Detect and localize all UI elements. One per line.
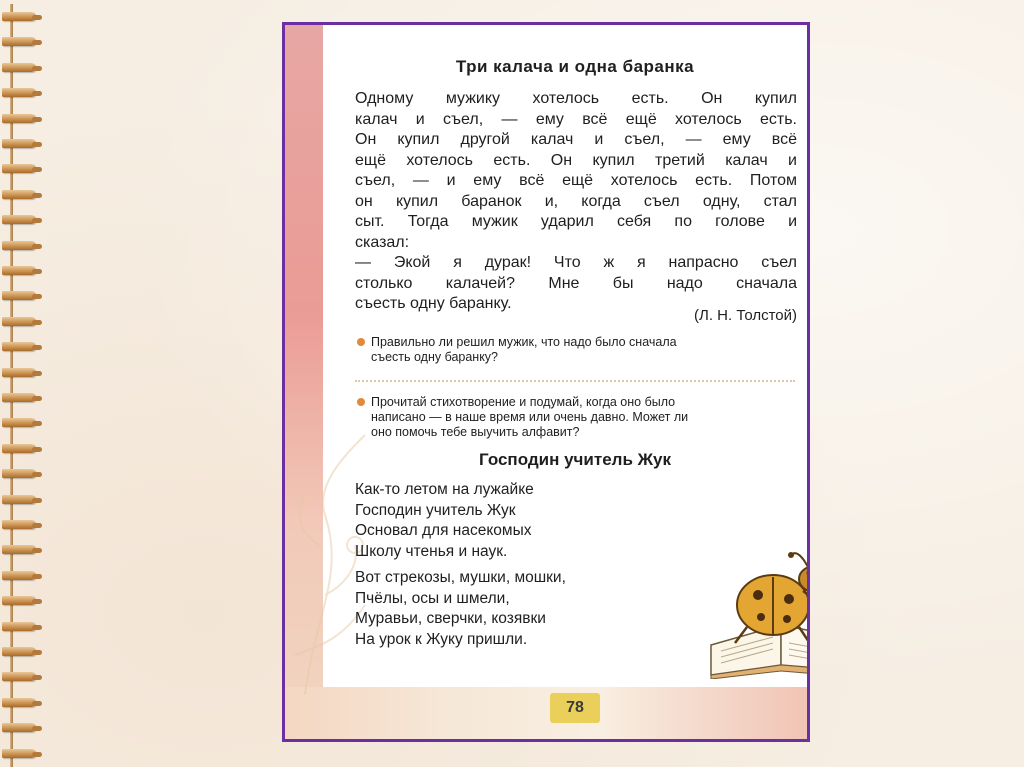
question-line: написано — в наше время или очень давно. Может ли (371, 410, 689, 424)
beetle-teacher-illustration (703, 547, 810, 679)
poem-line: Школу чтенья и наук. (355, 542, 508, 560)
story-line: сказал: (355, 233, 410, 251)
spiral-ring (2, 672, 36, 681)
spiral-ring (2, 749, 36, 758)
bullet-icon (357, 338, 365, 346)
story-line: Он купил другой калач и съел, — ему всё (355, 131, 797, 148)
question-line: съесть одну баранку? (371, 350, 499, 364)
question-1 (357, 335, 795, 365)
story-author: (Л. Н. Толстой) (693, 307, 797, 324)
spiral-ring (2, 622, 36, 631)
spiral-ring (2, 418, 36, 427)
spiral-ring (2, 368, 36, 377)
poem-line: Как-то летом на лужайке (355, 481, 534, 498)
story-line: сыт. Тогда мужик ударил себя по голове и (355, 213, 797, 230)
question-line: Прочитай стихотворение и подумай, когда оно было (371, 395, 676, 409)
poem-line: Господин учитель Жук (355, 501, 516, 519)
spiral-ring (2, 164, 36, 173)
spiral-ring (2, 469, 36, 478)
spiral-ring (2, 88, 36, 97)
poem-stanza-2 (355, 568, 566, 650)
spiral-ring (2, 190, 36, 199)
spiral-ring (2, 241, 36, 250)
question-2 (357, 395, 795, 440)
spiral-ring (2, 12, 36, 21)
page-content (355, 25, 795, 739)
spiral-ring (2, 647, 36, 656)
story-line: съел, — и ему всё ещё хотелось есть. Потом (355, 172, 797, 189)
story-title: Три калача и одна баранка (455, 57, 695, 76)
story-text (355, 89, 797, 315)
spiral-ring (2, 139, 36, 148)
question-line: оно помочь тебе выучить алфавит? (371, 425, 580, 439)
spiral-ring (2, 495, 36, 504)
story-line: столько калачей? Мне бы надо сначала (355, 274, 797, 292)
spiral-ring (2, 266, 36, 275)
poem-line: Вот стрекозы, мушки, мошки, (355, 569, 566, 586)
spiral-ring (2, 291, 36, 300)
poem-line: Основал для насекомых (355, 522, 532, 539)
poem-line: На урок к Жуку пришли. (355, 630, 528, 648)
poem-title: Господин учитель Жук (479, 450, 671, 469)
page-number: 78 (550, 693, 600, 723)
story-line: съесть одну баранку. (355, 295, 512, 312)
spiral-ring (2, 723, 36, 732)
spiral-ring (2, 114, 36, 123)
poem-stanza-1 (355, 480, 534, 562)
story-line: ещё хотелось есть. Он купил третий калач и (355, 151, 797, 169)
spiral-ring (2, 596, 36, 605)
spiral-ring (2, 520, 36, 529)
story-line: — Экой я дурак! Что ж я напрасно съел (355, 254, 797, 271)
notebook-spiral (0, 0, 44, 767)
spiral-ring (2, 571, 36, 580)
spiral-ring (2, 444, 36, 453)
spiral-ring (2, 342, 36, 351)
poem-line: Пчёлы, осы и шмели, (355, 589, 510, 607)
textbook-page (282, 22, 810, 742)
poem-line: Муравьи, сверчки, козявки (355, 610, 546, 627)
spiral-ring (2, 37, 36, 46)
spiral-ring (2, 545, 36, 554)
bullet-icon (357, 398, 365, 406)
story-line: калач и съел, — ему всё ещё хотелось есть. (355, 110, 797, 128)
spiral-ring (2, 393, 36, 402)
spiral-ring (2, 63, 36, 72)
spiral-ring (2, 698, 36, 707)
spiral-ring (2, 215, 36, 224)
story-line: он купил баранок и, когда съел одну, стал (355, 192, 797, 210)
question-line: Правильно ли решил мужик, что надо было сначала (371, 335, 677, 349)
spiral-ring (2, 317, 36, 326)
story-line: Одному мужику хотелось есть. Он купил (355, 90, 797, 107)
section-divider (355, 380, 795, 382)
